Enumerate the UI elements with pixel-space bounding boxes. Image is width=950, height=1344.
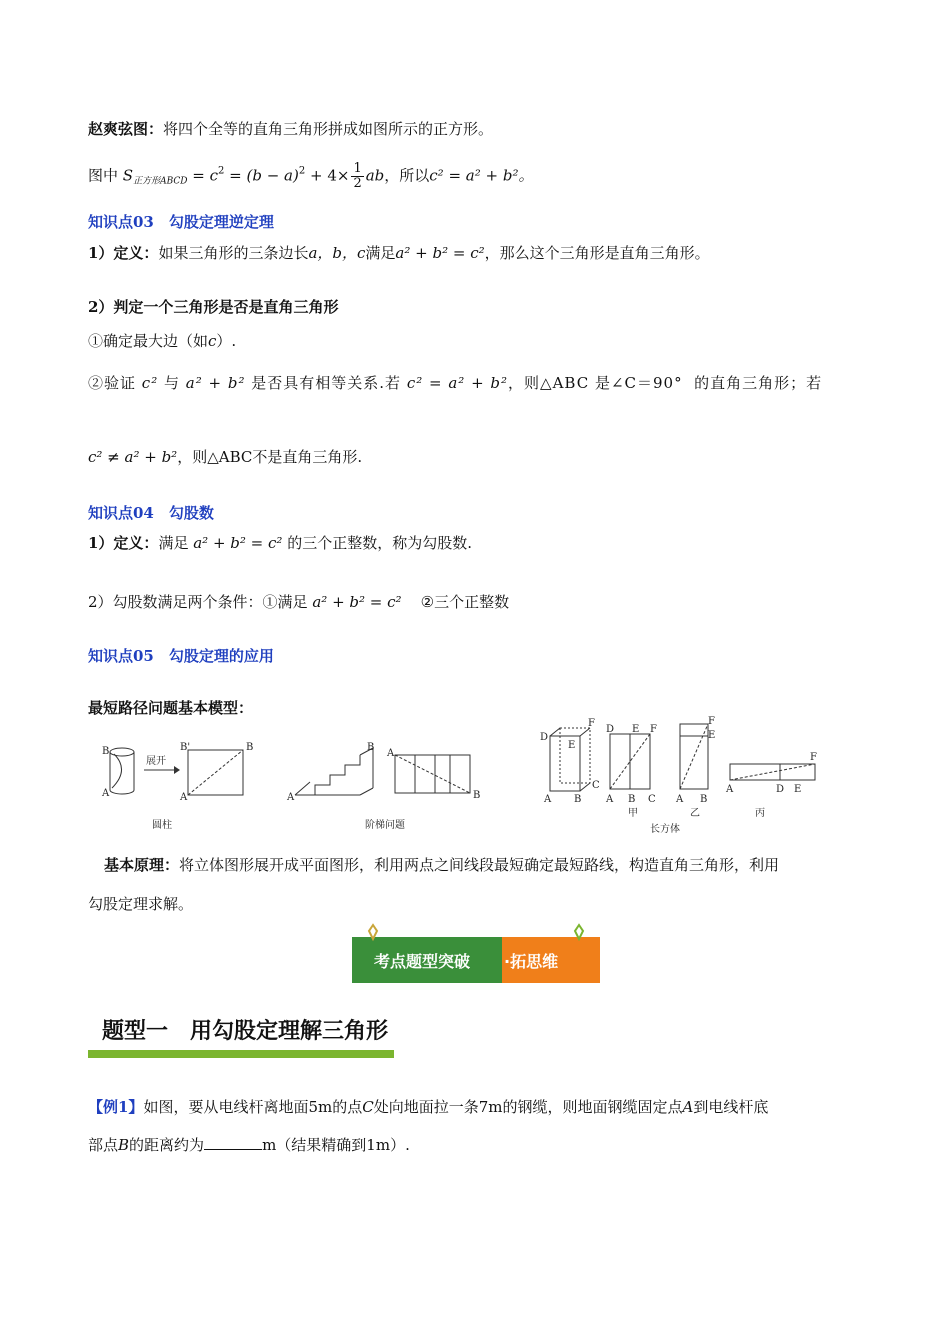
cuboid-figure (540, 716, 825, 836)
kp05-model-title: 最短路径问题基本模型： (88, 699, 254, 717)
svg-text:B: B (102, 746, 110, 757)
unfold-label: 展开 (146, 756, 166, 767)
kp03-step1: ①确定最大边（如c）. (88, 332, 237, 350)
stairs-caption: 阶梯问题 (365, 820, 405, 831)
svg-text:F: F (588, 718, 595, 729)
svg-text:C: C (648, 794, 656, 805)
s-subscript: 正方形ABCD (133, 176, 188, 187)
svg-text:丙: 丙 (755, 808, 765, 819)
svg-text:A: A (544, 794, 552, 805)
svg-text:B: B (473, 790, 481, 801)
svg-text:B: B (628, 794, 636, 805)
svg-text:F: F (810, 752, 817, 763)
svg-text:F: F (708, 716, 715, 727)
svg-text:A: A (387, 748, 395, 759)
formula-prefix: 图中 (88, 166, 119, 185)
svg-text:F: F (650, 724, 657, 735)
zhaoshuang-formula: 图中 $S_{正方形ABCD} = c^2 = (b - a)^2 + 4\times$ $\frac{1}{2}$ ab，所以c² = a² + b²。 (88, 161, 534, 191)
formula-rest2: + 4× (305, 166, 350, 185)
formula-mid: = c (192, 166, 218, 185)
section-banner (352, 937, 600, 983)
svg-text:A: A (287, 792, 295, 803)
svg-text:甲: 甲 (628, 808, 638, 819)
banner-left-text: 考点题型突破 (374, 952, 471, 971)
cuboid-caption: 长方体 (650, 824, 680, 835)
principle-line1: 基本原理：将立体图形展开成平面图形，利用两点之间线段最短确定最短路线，构造直角三角形，利用 (104, 856, 780, 874)
kp03-step3: c² ≠ a² + b²，则△ABC不是直角三角形. (88, 448, 363, 466)
kp05-title: 知识点05 勾股定理的应用 (88, 647, 274, 665)
svg-text:乙: 乙 (690, 808, 700, 819)
svg-text:E: E (568, 740, 576, 751)
svg-text:B: B (574, 794, 582, 805)
formula-tail: ab (365, 166, 385, 185)
clip-icon (366, 923, 380, 941)
formula-rest: = (b − a) (224, 166, 299, 185)
zhaoshuang-line (88, 118, 493, 140)
svg-text:D: D (776, 784, 785, 795)
kp03-judge-title: 2）判定一个三角形是否是直角三角形 (88, 298, 339, 316)
svg-text:D: D (540, 732, 549, 743)
kp03-title: 知识点03 勾股定理逆定理 (88, 213, 274, 231)
svg-text:C: C (592, 780, 600, 791)
svg-text:B: B (367, 742, 375, 753)
stairs-figure (285, 740, 485, 835)
fraction-half: $\frac{1}{2}$ (353, 161, 362, 191)
example1-line1: 【例1】如图，要从电线杆离地面5m的点C处向地面拉一条7m的钢缆，则地面钢缆固定点A到电线杆底 (88, 1098, 769, 1116)
type1-underline (88, 1050, 394, 1058)
svg-text:A: A (676, 794, 684, 805)
type1-title: 题型一 用勾股定理解三角形 (102, 1019, 389, 1044)
svg-text:B: B (700, 794, 708, 805)
svg-text:B': B' (180, 742, 191, 753)
kp03-definition: 1）定义：如果三角形的三条边长a，b，c满足a² + b² = c²，那么这个三角形是直角三角形。 (88, 244, 710, 262)
clip-icon (572, 923, 586, 941)
formula-result: c² = a² + b²。 (429, 166, 534, 185)
cylinder-caption: 圆柱 (152, 820, 172, 831)
svg-text:E: E (632, 724, 640, 735)
svg-text:B: B (246, 742, 254, 753)
svg-text:E: E (794, 784, 802, 795)
example1-line2: 部点B的距离约为 m（结果精确到1m）. (88, 1136, 410, 1154)
banner-right-text: ·拓思维 (504, 952, 559, 971)
svg-text:A: A (606, 794, 614, 805)
svg-text:A: A (180, 792, 188, 803)
kp04-title: 知识点04 勾股数 (88, 504, 214, 522)
cylinder-figure (100, 740, 270, 835)
kp03-step2: ②验证 c² 与 a² + b² 是否具有相等关系.若 c² = a² + b²，则△ABC 是∠C＝90° 的直角三角形；若 (88, 374, 823, 392)
svg-text:E: E (708, 730, 716, 741)
svg-text:D: D (606, 724, 615, 735)
svg-text:A: A (726, 784, 734, 795)
s-symbol: S (122, 166, 134, 185)
zhaoshuang-label: 赵爽弦图： (88, 120, 164, 138)
principle-line2: 勾股定理求解。 (88, 895, 194, 913)
formula-so: ，所以 (384, 166, 430, 185)
answer-blank[interactable] (204, 1135, 262, 1150)
kp04-definition: 1）定义：满足 a² + b² = c² 的三个正整数，称为勾股数. (88, 534, 472, 552)
kp04-conditions: 2）勾股数满足两个条件：①满足 a² + b² = c² ②三个正整数 (88, 593, 510, 611)
svg-text:A: A (102, 788, 110, 799)
zhaoshuang-text: 将四个全等的直角三角形拼成如图所示的正方形。 (163, 120, 494, 138)
